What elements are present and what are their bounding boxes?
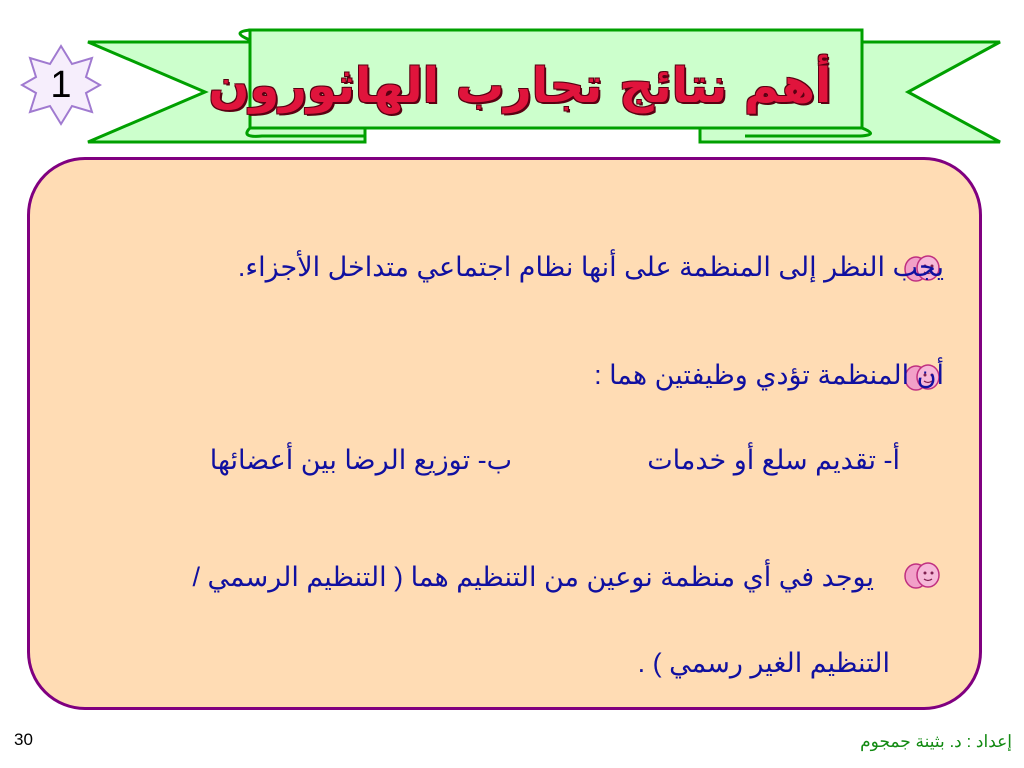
- bullet-2-text: أن المنظمة تؤدي وظيفتين هما :: [594, 360, 944, 390]
- slide-number: 1: [50, 63, 72, 106]
- faces-icon: [902, 560, 942, 590]
- slide-title: أهم نتائج تجارب الهاثورون: [208, 58, 832, 114]
- bullet-3-line-1: يوجد في أي منظمة نوعين من التنظيم هما ( التنظيم الرسمي /: [192, 562, 874, 592]
- author-credit: إعداد : د. بثينة جمجوم: [860, 732, 1012, 751]
- bullet-1-text: يجب النظر إلى المنظمة على أنها نظام اجتماعي متداخل الأجزاء.: [237, 252, 944, 282]
- page-number: 30: [14, 730, 33, 749]
- function-a-text: أ- تقديم سلع أو خدمات: [647, 445, 900, 475]
- content-panel: [27, 157, 982, 710]
- function-b-text: ب- توزيع الرضا بين أعضائها: [209, 445, 512, 475]
- bullet-3-line-2: التنظيم الغير رسمي ) .: [637, 648, 890, 678]
